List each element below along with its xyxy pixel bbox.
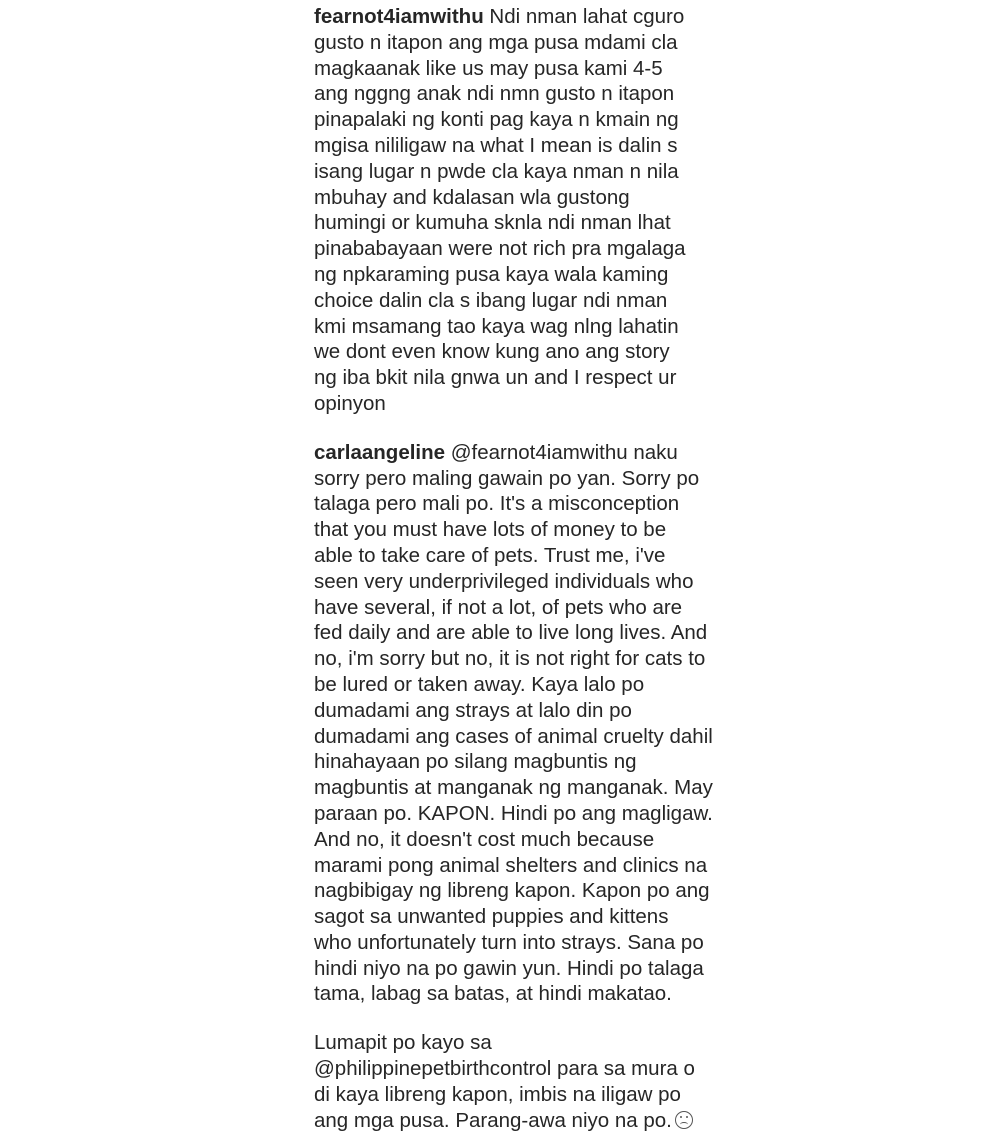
comment-text: Ndi nman lahat cguro bbox=[483, 5, 685, 28]
comment-item bbox=[314, 4, 738, 417]
comment-text: sagot sa unwanted puppies and kittens bbox=[314, 905, 669, 929]
comment-text: dumadami ang cases of animal cruelty dahil bbox=[314, 724, 713, 748]
sad-face-emoji-icon bbox=[675, 1111, 693, 1129]
comment-text: humingi or kumuha sknla ndi nman lhat bbox=[314, 211, 671, 235]
comment-username[interactable]: carlaangeline bbox=[314, 440, 446, 464]
comment-text: magbuntis at manganak ng manganak. May bbox=[314, 776, 713, 800]
comment-line bbox=[314, 4, 738, 30]
comment-mention[interactable]: @fearnot4iamwithu bbox=[445, 440, 628, 464]
comment-text: ang nggng anak ndi nmn gusto n itapon bbox=[314, 82, 675, 106]
comment-text: naku bbox=[627, 440, 678, 464]
comment-text: kmi msamang tao kaya wag nlng lahatin bbox=[314, 314, 679, 338]
comment-text: nagbibigay ng libreng kapon. Kapon po ang bbox=[314, 879, 710, 903]
comment-text: have several, if not a lot, of pets who are bbox=[314, 595, 683, 619]
comment-text: ng iba bkit nila gnwa un and I respect ur bbox=[314, 366, 677, 390]
comment-text: mgisa nililigaw na what I mean is dalin s bbox=[314, 133, 678, 157]
comment-text: dumadami ang strays at lalo din po bbox=[314, 698, 632, 722]
comment-item bbox=[314, 440, 738, 1008]
comment-text: we dont even know kung ano ang story bbox=[314, 340, 670, 364]
comment-text: choice dalin cla s ibang lugar ndi nman bbox=[314, 288, 668, 312]
comment-text: magkaanak like us may pusa kami 4-5 bbox=[314, 56, 663, 80]
comment-text: ng npkaraming pusa kaya wala kaming bbox=[314, 262, 669, 286]
comment-text: no, i'm sorry but no, it is not right for cats to bbox=[314, 647, 706, 671]
comment-text: seen very underprivileged individuals who bbox=[314, 569, 694, 593]
comment-text: tama, labag sa batas, at hindi makatao. bbox=[314, 982, 672, 1006]
comment-text: ang mga pusa. Parang-awa niyo na po. bbox=[314, 1108, 672, 1132]
comment-text: who unfortunately turn into strays. Sana po bbox=[314, 930, 704, 954]
comment-text: di kaya libreng kapon, imbis na iligaw po bbox=[314, 1082, 681, 1106]
comment-line bbox=[314, 440, 738, 466]
comment-text: pinapalaki ng konti pag kaya n kmain ng bbox=[314, 108, 679, 132]
comment-thread bbox=[314, 4, 738, 1133]
comment-text: fed daily and are able to live long lives. And bbox=[314, 621, 708, 645]
comment-item bbox=[314, 1030, 738, 1133]
comment-text: marami pong animal shelters and clinics na bbox=[314, 853, 708, 877]
comment-text: talaga pero mali po. It's a misconception bbox=[314, 492, 680, 516]
comment-text: sorry pero maling gawain po yan. Sorry po bbox=[314, 466, 700, 490]
comment-text: that you must have lots of money to be bbox=[314, 518, 667, 542]
comment-line bbox=[314, 1108, 738, 1134]
comment-text: isang lugar n pwde cla kaya nman n nila bbox=[314, 159, 679, 183]
comment-text: And no, it doesn't cost much because bbox=[314, 827, 655, 851]
comment-text: mbuhay and kdalasan wla gustong bbox=[314, 185, 630, 209]
comment-text: able to take care of pets. Trust me, i've bbox=[314, 543, 666, 567]
comment-mention-line[interactable]: @philippinepetbirthcontrol para sa mura o bbox=[314, 1057, 695, 1081]
comment-text: pinababayaan were not rich pra mgalaga bbox=[314, 237, 686, 261]
comment-text: opinyon bbox=[314, 391, 386, 415]
comment-text: hinahayaan po silang magbuntis ng bbox=[314, 750, 637, 774]
comment-text: be lured or taken away. Kaya lalo po bbox=[314, 672, 645, 696]
comment-username[interactable]: fearnot4iamwithu bbox=[314, 5, 484, 28]
comment-text: Lumapit po kayo sa bbox=[314, 1031, 492, 1055]
comment-text: gusto n itapon ang mga pusa mdami cla bbox=[314, 30, 678, 54]
comment-text: hindi niyo na po gawin yun. Hindi po talaga bbox=[314, 956, 704, 980]
comment-text: paraan po. KAPON. Hindi po ang magligaw. bbox=[314, 801, 713, 825]
